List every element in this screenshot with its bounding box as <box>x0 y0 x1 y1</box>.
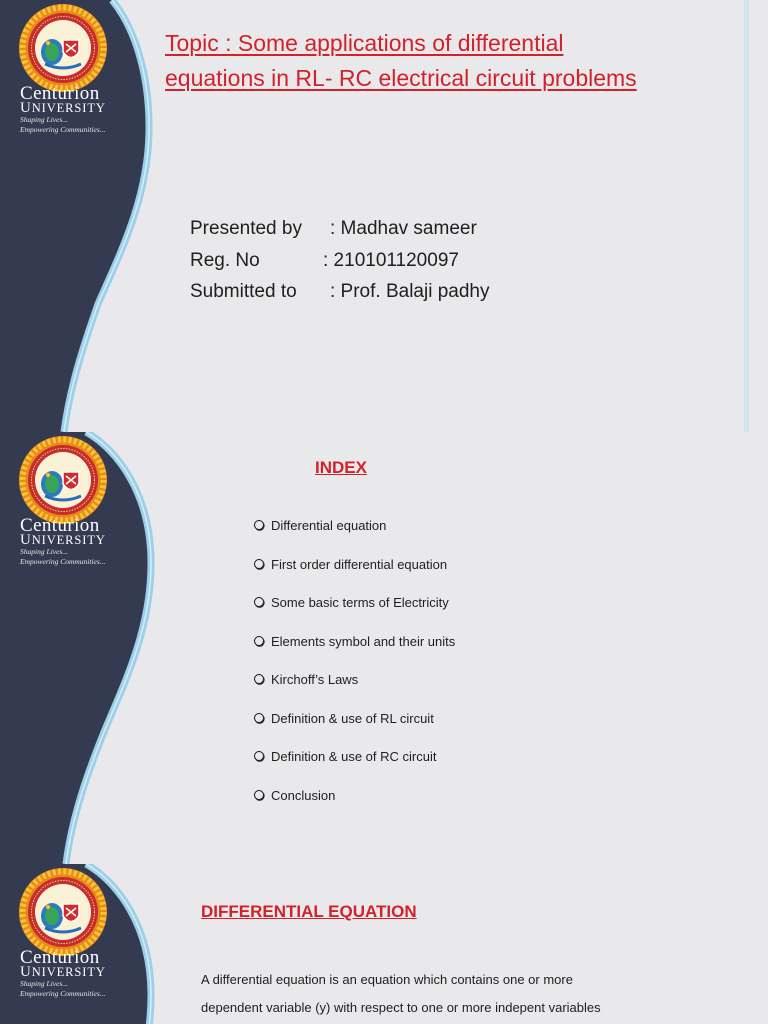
list-item <box>252 777 455 816</box>
list-item-label: Conclusion <box>271 787 336 803</box>
bullet-circle-icon <box>254 597 264 607</box>
bullet-circle-icon <box>254 674 264 684</box>
brand-tagline-1: Shaping Lives... <box>20 115 68 124</box>
list-item <box>252 738 455 777</box>
list-item <box>252 584 455 623</box>
bullet-circle-icon <box>254 520 264 530</box>
paragraph-line: dependent variable (y) with respect to one or more indepent variables <box>201 1000 601 1015</box>
list-item-label: Definition & use of RL circuit <box>271 710 434 726</box>
brand-tagline-2: Empowering Communities... <box>20 125 106 134</box>
logo-peacock <box>41 903 63 929</box>
bullet-circle-icon <box>254 636 264 646</box>
brand-tagline-2: Empowering Communities... <box>20 557 106 566</box>
list-item <box>252 546 455 585</box>
paragraph-line: A differential equation is an equation which contains one or more <box>201 972 573 987</box>
title-line-1: Topic : Some applications of differential <box>165 30 564 56</box>
brand-subtitle: UNIVERSITY <box>20 964 106 980</box>
detail-label: Submitted to <box>190 281 297 302</box>
title-line-2: equations in RL- RC electrical circuit problems <box>165 65 637 91</box>
brand-tagline-1: Shaping Lives... <box>20 979 68 988</box>
reg-no-row <box>190 245 590 277</box>
submitted-to-row <box>190 276 590 308</box>
slide-title <box>165 26 637 96</box>
logo-peacock <box>41 471 63 497</box>
list-item <box>252 700 455 739</box>
title-slide <box>0 0 768 432</box>
university-logo-icon <box>18 435 108 525</box>
bullet-circle-icon <box>254 559 264 569</box>
slide-right-edge <box>744 0 749 432</box>
brand-tagline-1: Shaping Lives... <box>20 547 68 556</box>
presenter-details <box>190 213 590 308</box>
logo-shield <box>63 904 79 922</box>
list-item-label: Differential equation <box>271 518 387 533</box>
list-item-label: First order differential equation <box>271 556 448 572</box>
brand-name: Centurion <box>20 83 100 104</box>
university-logo-icon <box>18 867 108 957</box>
logo-peacock <box>41 39 63 65</box>
university-logo-icon <box>18 3 108 93</box>
detail-value: : Prof. Balaji padhy <box>330 281 490 302</box>
list-item-label: Some basic terms of Electricity <box>271 595 449 610</box>
list-item <box>252 507 455 546</box>
detail-label: Presented by <box>190 218 302 239</box>
detail-value: : 210101120097 <box>323 249 459 271</box>
detail-value: : Madhav sameer <box>330 218 477 239</box>
list-item-label: Kirchoff’s Laws <box>271 672 359 687</box>
brand-subtitle: UNIVERSITY <box>20 100 106 116</box>
bullet-circle-icon <box>254 751 264 761</box>
list-item <box>252 623 455 662</box>
definition-heading: DIFFERENTIAL EQUATION <box>201 902 417 921</box>
logo-shield <box>63 40 79 58</box>
index-slide <box>0 432 768 864</box>
brand-name: Centurion <box>20 947 100 968</box>
list-item-label: Elements symbol and their units <box>271 633 456 649</box>
list-item <box>252 661 455 700</box>
brand-name: Centurion <box>20 515 100 536</box>
logo-shield <box>63 472 79 490</box>
bullet-circle-icon <box>254 713 264 723</box>
bullet-circle-icon <box>254 790 264 800</box>
list-item-label: Definition & use of RC circuit <box>271 749 437 764</box>
brand-tagline-2: Empowering Communities... <box>20 989 106 998</box>
presented-by-row <box>190 213 590 245</box>
definition-paragraph <box>201 966 601 1022</box>
index-heading: INDEX <box>315 458 367 477</box>
index-list <box>252 507 455 815</box>
definition-slide <box>0 864 768 1024</box>
detail-label: Reg. No <box>190 249 260 271</box>
brand-subtitle: UNIVERSITY <box>20 532 106 548</box>
